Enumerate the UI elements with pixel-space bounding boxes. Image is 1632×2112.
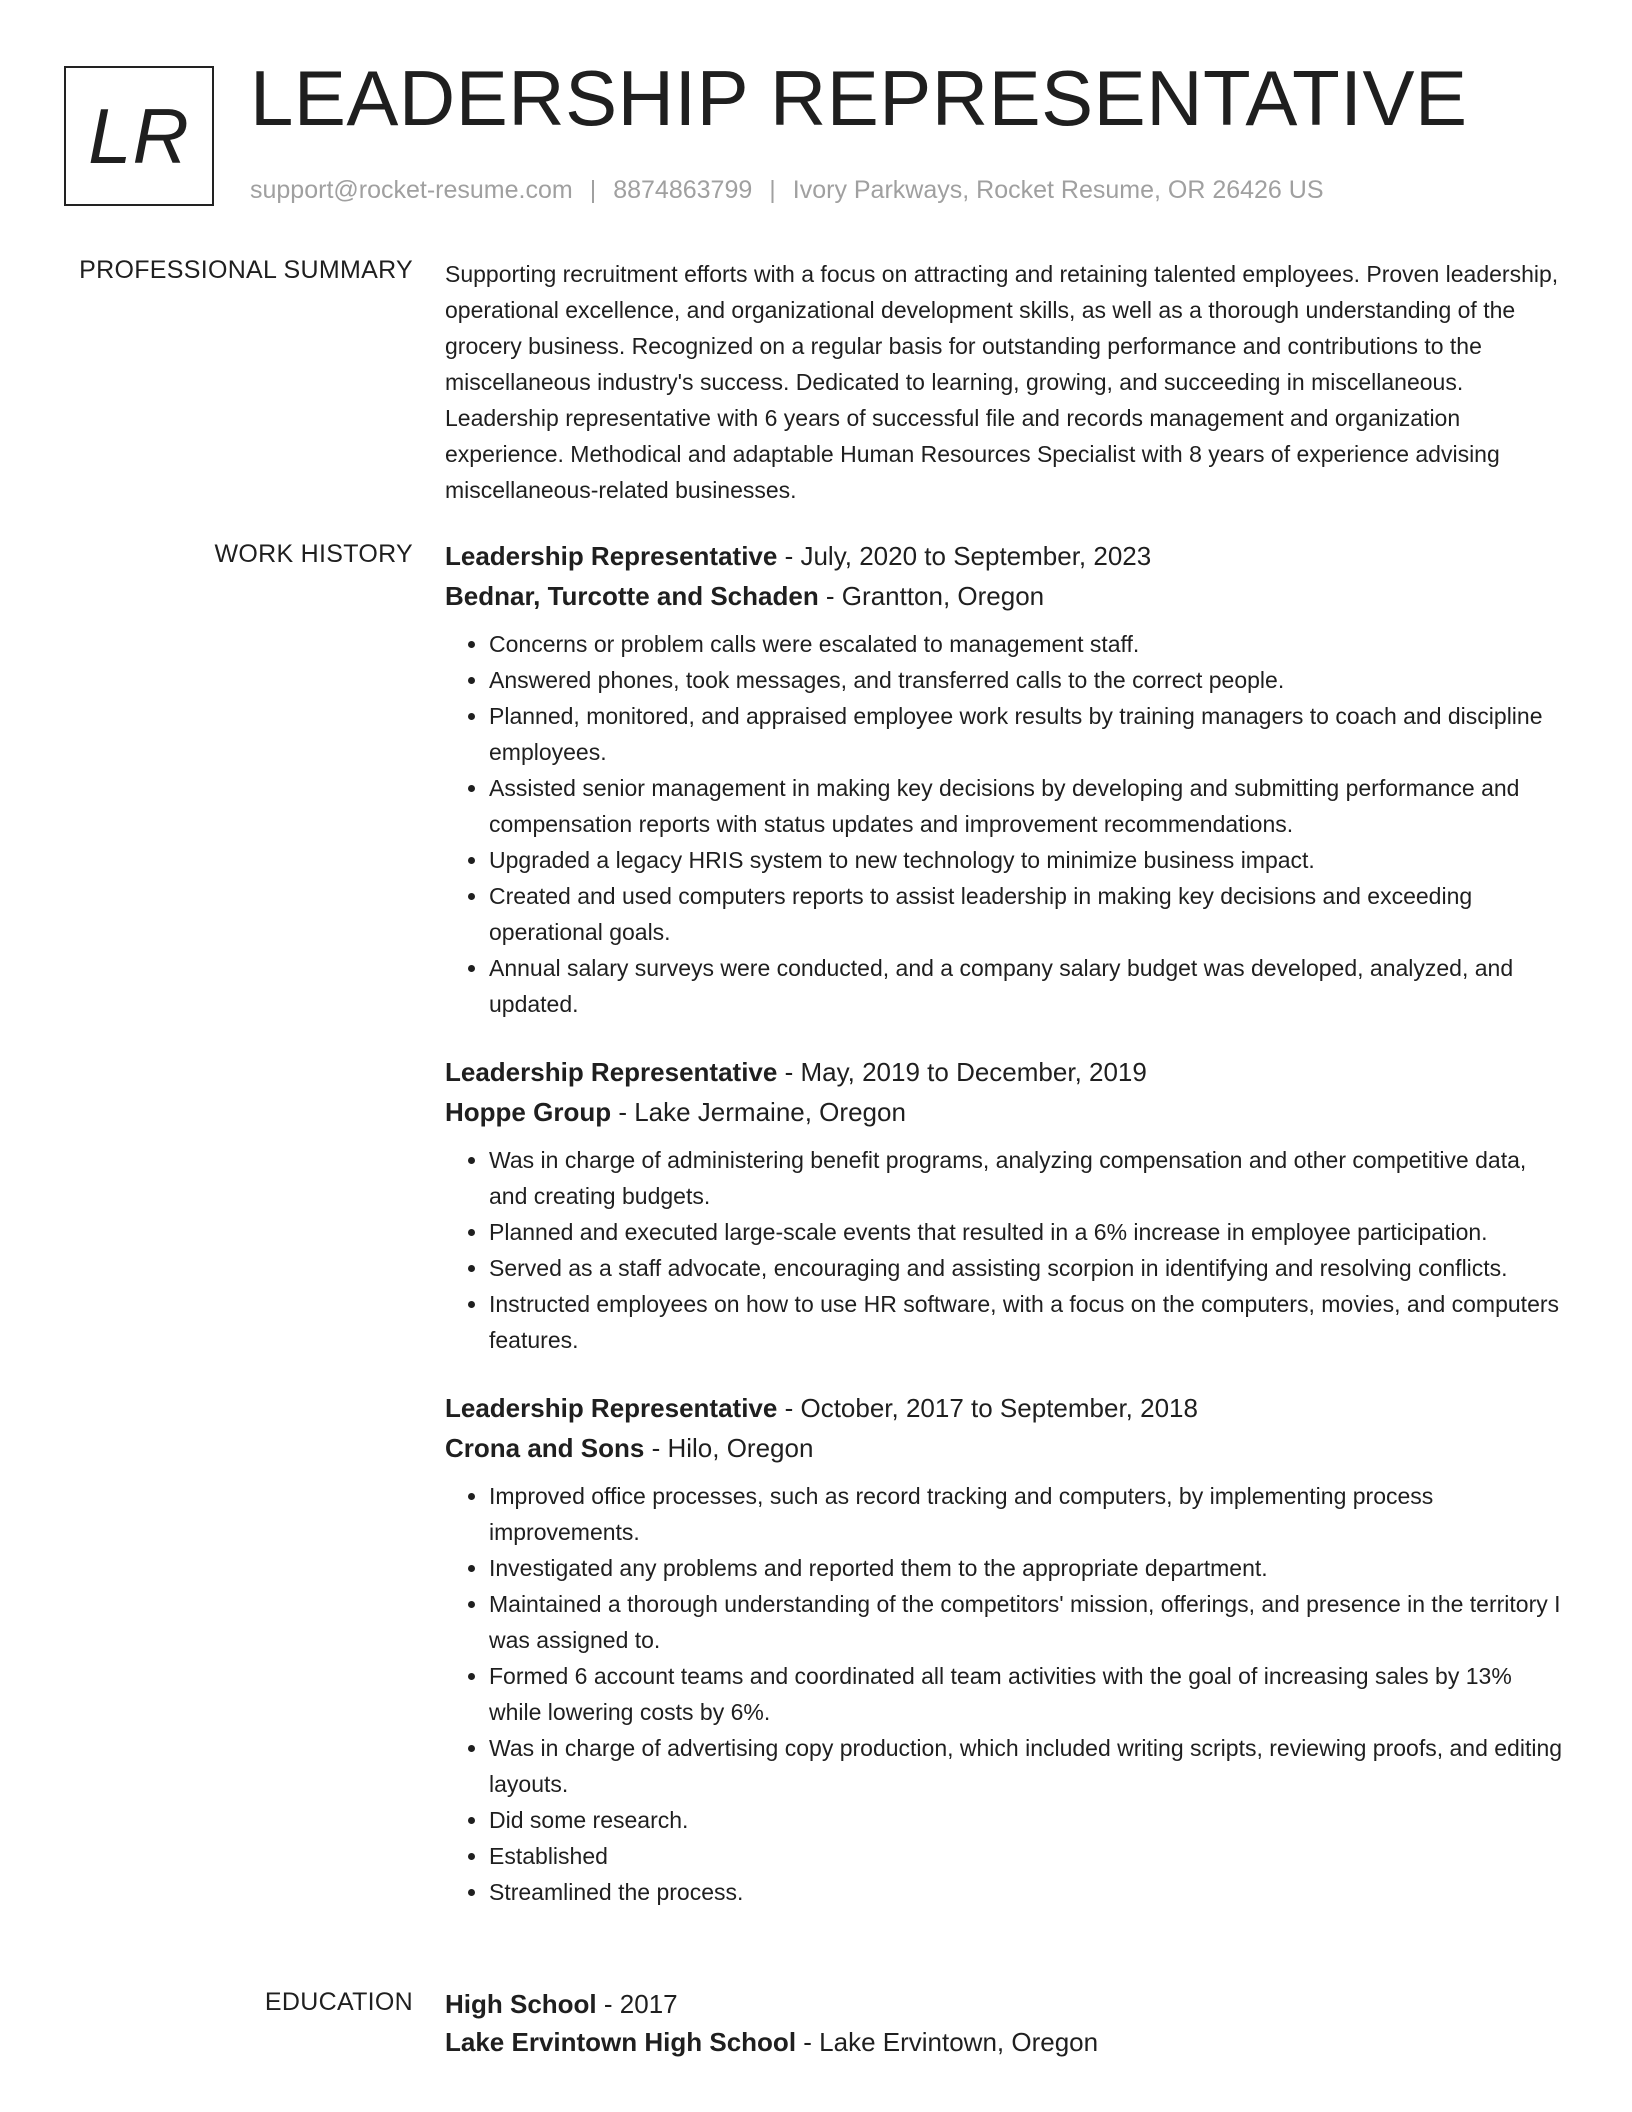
job-company-line	[445, 576, 1565, 616]
job-bullet: • Did some research.	[489, 1802, 1565, 1838]
job-bullet: • Annual salary surveys were conducted, and a company salary budget was developed, analyzed, and updated.	[489, 950, 1565, 1022]
job-entry	[445, 536, 1565, 1022]
job-bullet: • Planned and executed large-scale events that resulted in a 6% increase in employee participation.	[489, 1214, 1565, 1250]
job-bullet: • Improved office processes, such as record tracking and computers, by implementing process improvements.	[489, 1478, 1565, 1550]
job-bullet: • Answered phones, took messages, and transferred calls to the correct people.	[489, 662, 1565, 698]
contact-separator: |	[589, 176, 597, 204]
job-entry	[445, 1052, 1565, 1358]
job-bullet: • Maintained a thorough understanding of the competitors' mission, offerings, and presence in the territory I was assigned to.	[489, 1586, 1565, 1658]
job-dates: - July, 2020 to September, 2023	[777, 541, 1152, 571]
job-bullet: • Established	[489, 1838, 1565, 1874]
job-bullet: • Formed 6 account teams and coordinated all team activities with the goal of increasing sales by 13% while lowering costs by 6%.	[489, 1658, 1565, 1730]
monogram-badge: LR	[64, 66, 214, 206]
job-title-line	[445, 536, 1565, 576]
job-location: - Grantton, Oregon	[818, 581, 1045, 611]
job-company: Crona and Sons	[445, 1433, 645, 1463]
education-heading: EDUCATION	[264, 1988, 413, 2016]
job-bullets	[445, 626, 1565, 1022]
education-body	[445, 1984, 1565, 2062]
job-bullet: • Concerns or problem calls were escalated to management staff.	[489, 626, 1565, 662]
job-title-line	[445, 1052, 1565, 1092]
contact-phone: 8874863799	[613, 176, 753, 204]
job-company-line	[445, 1428, 1565, 1468]
education-school: Lake Ervintown High School	[445, 2027, 797, 2057]
work-history-body	[445, 536, 1565, 1940]
summary-body	[445, 256, 1565, 508]
summary-text: Supporting recruitment efforts with a focus on attracting and retaining talented employees. Proven leadership, operational excellence, and organizational development skills, as well as a thorough understanding of the grocery business. Recognized on a regular basis for outstanding performance and contributions to the miscellaneous industry's success. Dedicated to learning, growing, and succeeding in miscellaneous. Leadership representative with 6 years of successful file and records management and organization experience. Methodical and adaptable Human Resources Specialist with 8 years of experience advising miscellaneous-related businesses.	[445, 261, 1559, 503]
contact-address: Ivory Parkways, Rocket Resume, OR 26426 US	[792, 176, 1324, 204]
job-bullet: • Investigated any problems and reported them to the appropriate department.	[489, 1550, 1565, 1586]
job-bullet: • Streamlined the process.	[489, 1874, 1565, 1910]
job-bullets	[445, 1142, 1565, 1358]
job-bullet: • Planned, monitored, and appraised employee work results by training managers to coach and discipline employees.	[489, 698, 1565, 770]
education-year: - 2017	[596, 1989, 678, 2019]
job-location: - Lake Jermaine, Oregon	[611, 1097, 906, 1127]
job-bullet: • Served as a staff advocate, encouraging and assisting scorpion in identifying and resolving conflicts.	[489, 1250, 1565, 1286]
job-company-line	[445, 1092, 1565, 1132]
education-school-line	[445, 2022, 1565, 2062]
education-location: - Lake Ervintown, Oregon	[796, 2027, 1099, 2057]
candidate-name: LEADERSHIP REPRESENTATIVE	[250, 54, 1468, 142]
job-company: Bednar, Turcotte and Schaden	[445, 581, 819, 611]
job-bullet: • Upgraded a legacy HRIS system to new technology to minimize business impact.	[489, 842, 1565, 878]
job-bullet: • Created and used computers reports to assist leadership in making key decisions and exceeding operational goals.	[489, 878, 1565, 950]
job-bullet: • Was in charge of administering benefit programs, analyzing compensation and other competitive data, and creating budgets.	[489, 1142, 1565, 1214]
job-bullets	[445, 1478, 1565, 1910]
job-bullet: • Was in charge of advertising copy production, which included writing scripts, reviewing proofs, and editing layouts.	[489, 1730, 1565, 1802]
job-title-line	[445, 1388, 1565, 1428]
job-company: Hoppe Group	[445, 1097, 612, 1127]
work-history-heading: WORK HISTORY	[214, 540, 413, 568]
job-role: Leadership Representative	[445, 1057, 778, 1087]
education-degree-line	[445, 1984, 1565, 2024]
job-bullet: • Assisted senior management in making key decisions by developing and submitting performance and compensation reports with status updates and improvement recommendations.	[489, 770, 1565, 842]
summary-heading: PROFESSIONAL SUMMARY	[79, 256, 413, 284]
job-role: Leadership Representative	[445, 1393, 778, 1423]
job-entry	[445, 1388, 1565, 1910]
contact-line	[250, 176, 1324, 205]
job-bullet: • Instructed employees on how to use HR software, with a focus on the computers, movies, and computers features.	[489, 1286, 1565, 1358]
job-role: Leadership Representative	[445, 541, 778, 571]
job-dates: - October, 2017 to September, 2018	[777, 1393, 1198, 1423]
contact-separator: |	[769, 176, 776, 204]
job-location: - Hilo, Oregon	[644, 1433, 814, 1463]
contact-email: support@rocket-resume.com	[250, 176, 573, 204]
education-degree: High School	[445, 1989, 597, 2019]
job-dates: - May, 2019 to December, 2019	[777, 1057, 1147, 1087]
